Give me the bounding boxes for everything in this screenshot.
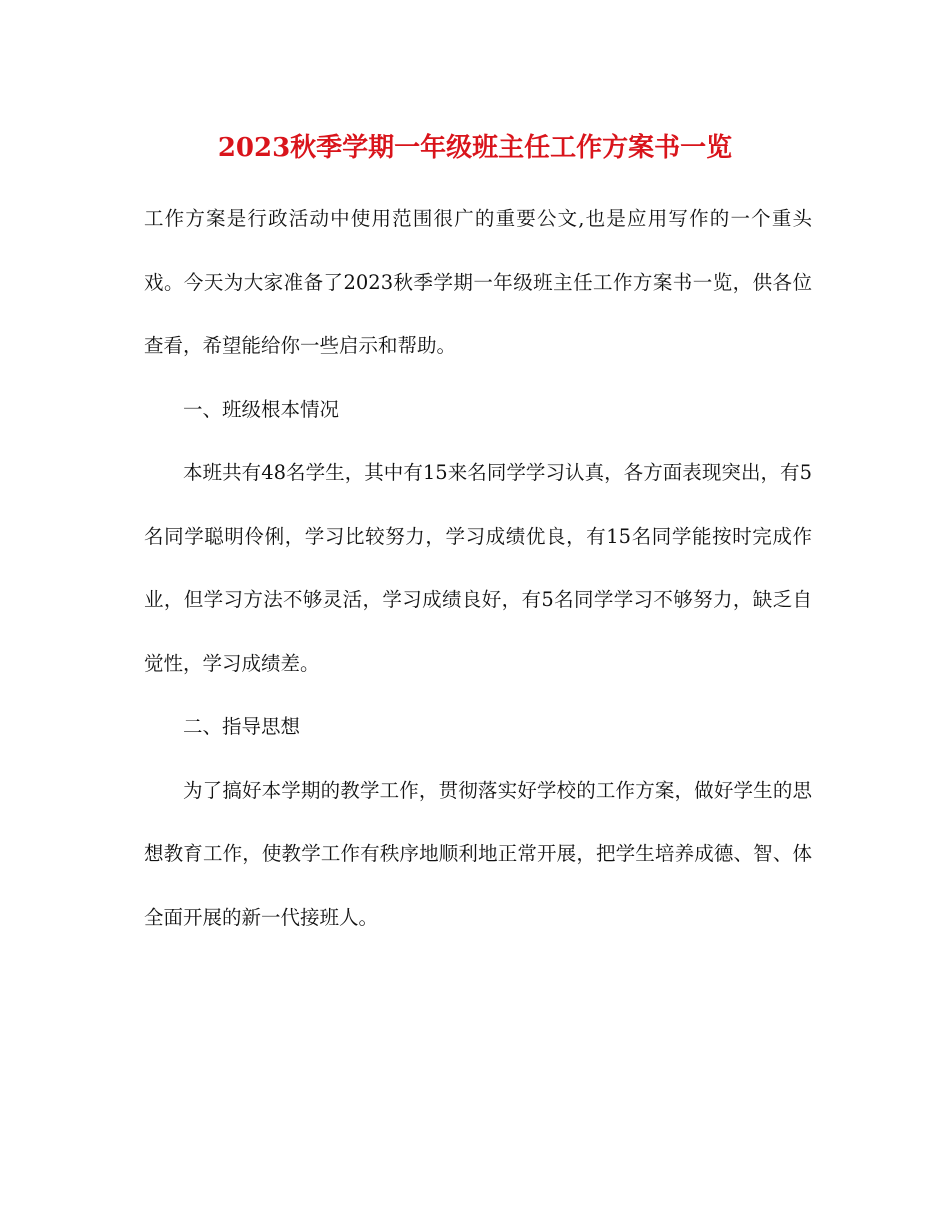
section-2-heading: 二、指导思想 [183, 715, 301, 738]
document-body [144, 187, 812, 949]
section-1-heading: 一、班级根本情况 [183, 397, 340, 421]
intro-paragraph: 工作方案是行政活动中使用范围很广的重要公文,也是应用写作的一个重头戏。今天为大家准备了2023秋季学期一年级班主任工作方案书一览，供各位查看，希望能给你一些启示和帮助。 [144, 207, 812, 357]
section-1-paragraph: 本班共有48名学生，其中有15来名同学学习认真，各方面表现突出，有5名同学聪明伶俐，学习比较努力，学习成绩优良，有15名同学能按时完成作业，但学习方法不够灵活，学习成绩良好，有5名同学学习不够努力，缺乏自觉性，学习成绩差。 [144, 461, 812, 675]
document-title: 2023秋季学期一年级班主任工作方案书一览 [217, 133, 733, 163]
section-2-paragraph: 为了搞好本学期的教学工作，贯彻落实好学校的工作方案，做好学生的思想教育工作，使教学工作有秩序地顺利地正常开展，把学生培养成德、智、体全面开展的新一代接班人。 [144, 778, 812, 929]
